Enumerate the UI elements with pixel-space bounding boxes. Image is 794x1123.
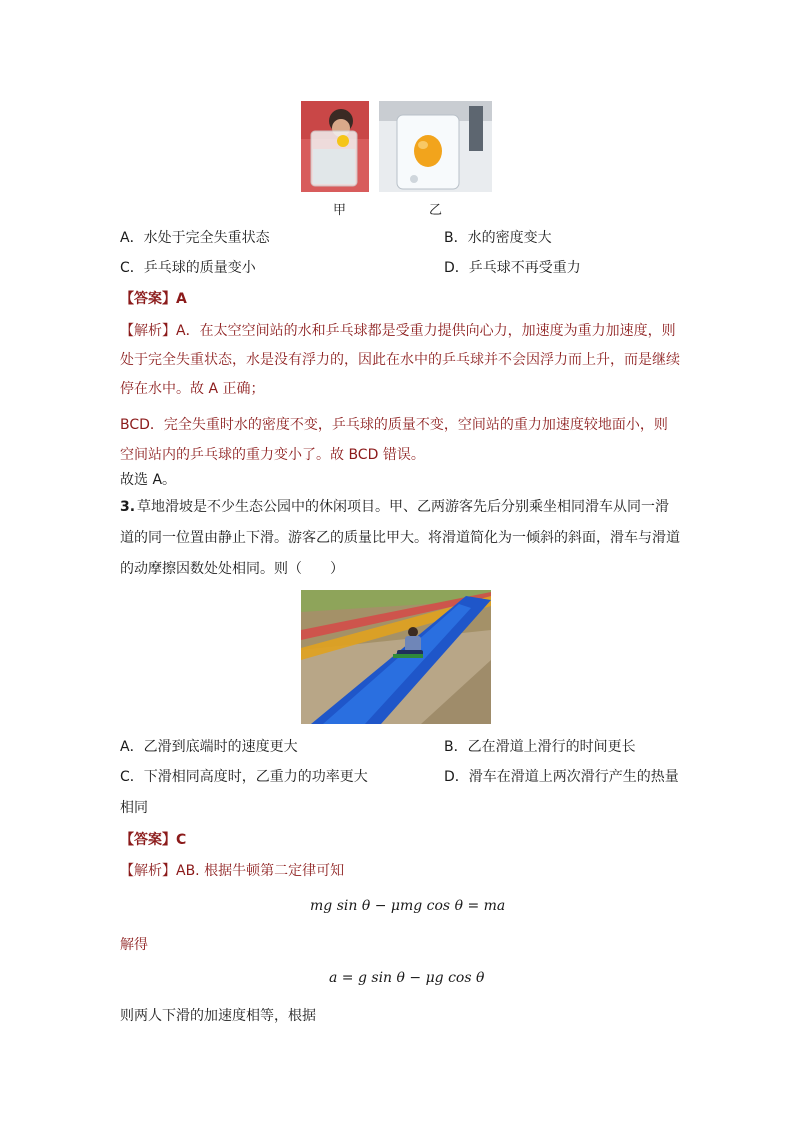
q2-analysis-line3: 停在水中。故 A 正确； [120,381,265,397]
q3-option-c: C．下滑相同高度时，乙重力的功率更大 [120,769,368,785]
q3-stem-line2: 道的同一位置由静止下滑。游客乙的质量比甲大。将滑道简化为一倾斜的斜面，滑车与滑道 [120,530,680,546]
grass-slide-photo [301,590,491,724]
q2-option-b: B．水的密度变大 [444,230,552,246]
q3-option-b: B．乙在滑道上滑行的时间更长 [444,739,636,755]
equation-newton-second-law: mg sin θ − μmg cos θ = ma [310,898,506,914]
q2-analysis-line1: 【解析】A．在太空空间站的水和乒乓球都是受重力提供向心力，加速度为重力加速度，则 [120,323,676,339]
q3-analysis-line1: 【解析】AB. 根据牛顿第二定律可知 [120,863,345,879]
q2-answer: 【答案】A [120,291,187,307]
photo-jia-image [301,101,369,192]
q3-stem-line3: 的动摩擦因数处处相同。则（ ） [120,561,344,577]
q2-option-c: C．乒乓球的质量变小 [120,260,256,276]
q2-option-a: A．水处于完全失重状态 [120,230,270,246]
equation-acceleration: a = g sin θ − μg cos θ [329,970,485,986]
q2-option-d: D．乒乓球不再受重力 [444,260,581,276]
q2-analysis-line4: BCD．完全失重时水的密度不变，乒乓球的质量不变，空间站的重力加速度较地面小，则 [120,417,668,433]
q3-answer: 【答案】C [120,832,187,848]
caption-jia: 甲 [333,203,347,218]
q3-option-d: D．滑车在滑道上两次滑行产生的热量 [444,769,679,785]
q3-number: 3. [120,499,136,515]
q3-analysis-line2: 则两人下滑的加速度相等，根据 [120,1008,316,1024]
q2-analysis-line2: 处于完全失重状态，水是没有浮力的，因此在水中的乒乓球并不会因浮力而上升，而是继续 [120,352,680,368]
q2-analysis-line5: 空间站内的乒乓球的重力变小了。故 BCD 错误。 [120,447,425,463]
q3-option-a: A．乙滑到底端时的速度更大 [120,739,298,755]
photo-yi-image [379,101,492,192]
q3-option-d-continued: 相同 [120,800,148,816]
q3-stem-line1: 草地滑坡是不少生态公园中的休闲项目。甲、乙两游客先后分别乘坐相同滑车从同一滑 [137,499,669,515]
q2-conclusion: 故选 A。 [120,472,177,488]
caption-yi: 乙 [429,203,443,218]
q3-analysis-solve: 解得 [120,937,148,953]
